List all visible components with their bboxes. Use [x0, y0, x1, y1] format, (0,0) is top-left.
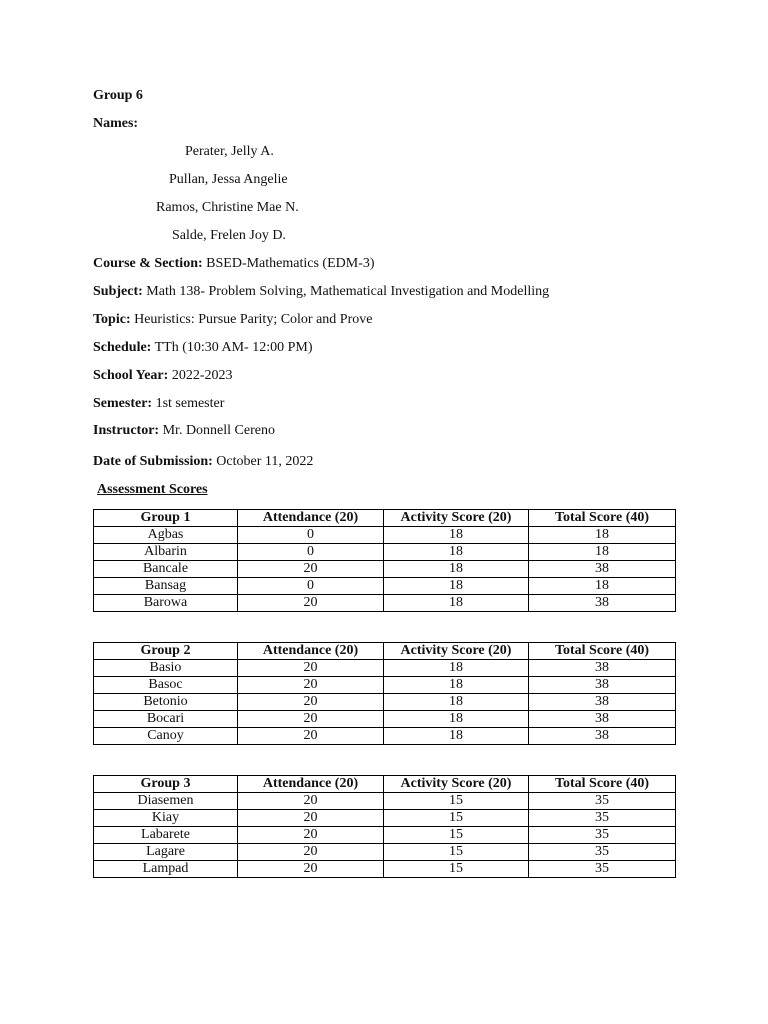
- table-cell: 18: [384, 677, 529, 694]
- table-cell: Basio: [94, 660, 238, 677]
- field-value: 1st semester: [155, 396, 225, 411]
- column-header: Attendance (20): [238, 510, 384, 527]
- group-heading: Group 6: [93, 88, 143, 103]
- table-cell: 0: [238, 527, 384, 544]
- table-cell: Basoc: [94, 677, 238, 694]
- subject-field: [93, 283, 549, 301]
- names-label: Names:: [93, 116, 139, 131]
- semester-field: [93, 395, 224, 413]
- table-header-row: [94, 643, 676, 660]
- instructor-field: [93, 422, 275, 440]
- field-value: TTh (10:30 AM- 12:00 PM): [154, 340, 313, 355]
- table-cell: 0: [238, 544, 384, 561]
- table-cell: 18: [529, 578, 676, 595]
- course-section-field: [93, 255, 375, 273]
- table-cell: Kiay: [94, 810, 238, 827]
- member-name: Pullan, Jessa Angelie: [169, 172, 288, 187]
- table-cell: Bocari: [94, 711, 238, 728]
- table-cell: 18: [384, 728, 529, 745]
- table-cell: 15: [384, 793, 529, 810]
- table-cell: 38: [529, 561, 676, 578]
- table-cell: 18: [529, 544, 676, 561]
- field-value: Mr. Donnell Cereno: [162, 423, 275, 438]
- table-cell: 18: [384, 578, 529, 595]
- table-row: [94, 544, 676, 561]
- table-cell: 20: [238, 660, 384, 677]
- column-header: Total Score (40): [529, 510, 676, 527]
- member-name: Ramos, Christine Mae N.: [156, 200, 299, 215]
- table-cell: 18: [529, 527, 676, 544]
- table-cell: 20: [238, 793, 384, 810]
- table-cell: 0: [238, 578, 384, 595]
- table-cell: 38: [529, 711, 676, 728]
- table-row: [94, 694, 676, 711]
- table-cell: Lagare: [94, 844, 238, 861]
- table-row: [94, 527, 676, 544]
- table-row: [94, 595, 676, 612]
- table-cell: 15: [384, 861, 529, 878]
- column-header: Attendance (20): [238, 643, 384, 660]
- column-header: Total Score (40): [529, 776, 676, 793]
- field-value: Math 138- Problem Solving, Mathematical Investigation and Modelling: [146, 284, 550, 299]
- column-header: Group 1: [94, 510, 238, 527]
- table-cell: 15: [384, 844, 529, 861]
- table-cell: 18: [384, 527, 529, 544]
- field-label: Instructor:: [93, 423, 160, 438]
- table-cell: 20: [238, 677, 384, 694]
- member-name: Perater, Jelly A.: [185, 144, 274, 159]
- field-label: Subject:: [93, 284, 143, 299]
- table-cell: Betonio: [94, 694, 238, 711]
- table-cell: 35: [529, 827, 676, 844]
- table-row: [94, 861, 676, 878]
- table-cell: 35: [529, 793, 676, 810]
- field-label: Schedule:: [93, 340, 152, 355]
- table-cell: 20: [238, 861, 384, 878]
- table-row: [94, 660, 676, 677]
- table-cell: 38: [529, 694, 676, 711]
- field-label: Topic:: [93, 312, 131, 327]
- table-cell: 20: [238, 827, 384, 844]
- column-header: Group 3: [94, 776, 238, 793]
- column-header: Activity Score (20): [384, 776, 529, 793]
- table-cell: 18: [384, 711, 529, 728]
- field-value: BSED-Mathematics (EDM-3): [206, 256, 375, 271]
- member-name: Salde, Frelen Joy D.: [172, 228, 286, 243]
- table-cell: 15: [384, 810, 529, 827]
- school-year-field: [93, 367, 232, 385]
- submission-date-field: [93, 453, 313, 471]
- field-label: Course & Section:: [93, 256, 203, 271]
- assessment-scores-title: Assessment Scores: [97, 482, 208, 497]
- table-row: [94, 728, 676, 745]
- table-header-row: [94, 510, 676, 527]
- field-value: 2022-2023: [171, 368, 233, 383]
- schedule-field: [93, 339, 312, 357]
- table-cell: 38: [529, 728, 676, 745]
- table-cell: 20: [238, 595, 384, 612]
- scores-table-group-2: [93, 642, 676, 745]
- table-cell: 38: [529, 660, 676, 677]
- table-cell: Bansag: [94, 578, 238, 595]
- table-cell: 20: [238, 711, 384, 728]
- table-cell: Albarin: [94, 544, 238, 561]
- table-cell: Diasemen: [94, 793, 238, 810]
- table-cell: 20: [238, 728, 384, 745]
- table-cell: 20: [238, 561, 384, 578]
- table-cell: Agbas: [94, 527, 238, 544]
- table-cell: 18: [384, 561, 529, 578]
- table-cell: 20: [238, 844, 384, 861]
- field-value: Heuristics: Pursue Parity; Color and Prove: [134, 312, 373, 327]
- table-cell: 35: [529, 844, 676, 861]
- table-row: [94, 793, 676, 810]
- column-header: Group 2: [94, 643, 238, 660]
- table-cell: Lampad: [94, 861, 238, 878]
- table-cell: 18: [384, 660, 529, 677]
- table-row: [94, 711, 676, 728]
- table-cell: 20: [238, 694, 384, 711]
- column-header: Activity Score (20): [384, 510, 529, 527]
- field-label: Semester:: [93, 396, 153, 411]
- column-header: Total Score (40): [529, 643, 676, 660]
- table-row: [94, 844, 676, 861]
- table-header-row: [94, 776, 676, 793]
- column-header: Attendance (20): [238, 776, 384, 793]
- table-cell: 38: [529, 677, 676, 694]
- column-header: Activity Score (20): [384, 643, 529, 660]
- table-row: [94, 827, 676, 844]
- table-cell: 18: [384, 694, 529, 711]
- topic-field: [93, 311, 372, 329]
- table-cell: 38: [529, 595, 676, 612]
- table-cell: 18: [384, 595, 529, 612]
- table-cell: 15: [384, 827, 529, 844]
- scores-table-group-1: [93, 509, 676, 612]
- table-cell: Canoy: [94, 728, 238, 745]
- table-cell: 35: [529, 810, 676, 827]
- table-row: [94, 561, 676, 578]
- table-row: [94, 810, 676, 827]
- table-cell: Bancale: [94, 561, 238, 578]
- scores-table-group-3: [93, 775, 676, 878]
- field-label: Date of Submission:: [93, 454, 213, 469]
- table-cell: 18: [384, 544, 529, 561]
- table-cell: 20: [238, 810, 384, 827]
- field-value: October 11, 2022: [216, 454, 314, 469]
- table-cell: Labarete: [94, 827, 238, 844]
- table-row: [94, 578, 676, 595]
- table-row: [94, 677, 676, 694]
- field-label: School Year:: [93, 368, 169, 383]
- table-cell: Barowa: [94, 595, 238, 612]
- table-cell: 35: [529, 861, 676, 878]
